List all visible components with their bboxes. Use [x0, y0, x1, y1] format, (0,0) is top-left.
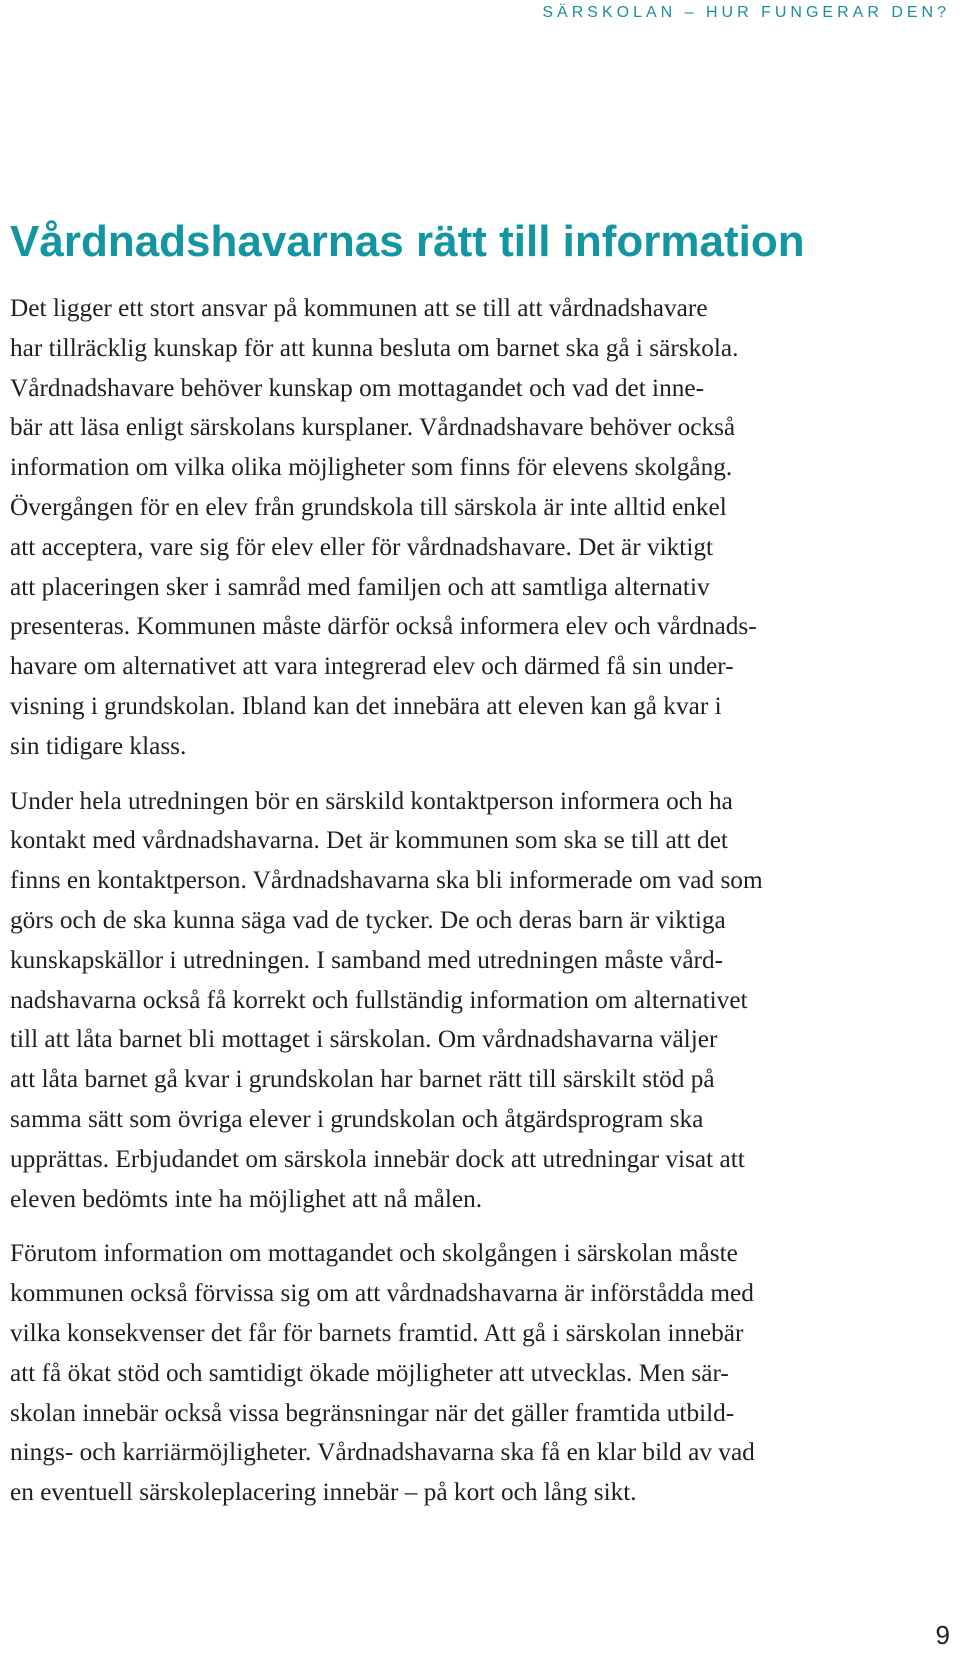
text-line: Under hela utredningen bör en särskild kontaktperson informera och ha: [10, 786, 733, 815]
text-line: visning i grundskolan. Ibland kan det innebära att eleven kan gå kvar i: [10, 691, 722, 720]
text-line: Övergången för en elev från grundskola till särskola är inte alltid enkel: [10, 492, 727, 521]
text-line: att få ökat stöd och samtidigt ökade möjligheter att utvecklas. Men sär-: [10, 1358, 729, 1387]
page-title: Vårdnadshavarnas rätt till information: [10, 217, 805, 266]
text-line: till att låta barnet bli mottaget i särskolan. Om vårdnadshavarna väljer: [10, 1025, 718, 1054]
text-line: görs och de ska kunna säga vad de tycker. De och deras barn är viktiga: [10, 905, 726, 934]
text-line: Det ligger ett stort ansvar på kommunen att se till att vårdnadshavare: [10, 294, 708, 322]
text-line: att acceptera, vare sig för elev eller för vårdnadshavare. Det är viktigt: [10, 532, 714, 561]
text-line: samma sätt som övriga elever i grundskolan och åtgärdsprogram ska: [10, 1104, 704, 1133]
text-line: att placeringen sker i samråd med familjen och att samtliga alternativ: [10, 572, 710, 601]
running-header: SÄRSKOLAN – HUR FUNGERAR DEN?: [542, 4, 950, 21]
text-line: skolan innebär också vissa begränsningar när det gäller framtida utbild-: [10, 1398, 735, 1427]
text-line: kommunen också förvissa sig om att vårdnadshavarna är införstådda med: [10, 1279, 754, 1308]
text-line: kunskapskällor i utredningen. I samband med utredningen måste vård-: [10, 945, 724, 974]
text-line: att låta barnet gå kvar i grundskolan har barnet rätt till särskilt stöd på: [10, 1065, 715, 1094]
text-line: presenteras. Kommunen måste därför också informera elev och vårdnads-: [10, 612, 757, 641]
body-paragraph: [10, 289, 950, 767]
text-line: bär att läsa enligt särskolans kursplaner. Vårdnadshavare behöver också: [10, 413, 736, 442]
text-line: kontakt med vårdnadshavarna. Det är kommunen som ska se till att det: [10, 826, 728, 855]
body-paragraph: [10, 1234, 950, 1513]
text-line: nadshavarna också få korrekt och fullständig information om alternativet: [10, 985, 748, 1014]
text-line: information om vilka olika möjligheter som finns för elevens skolgång.: [10, 453, 733, 482]
page-number: 9: [935, 1620, 950, 1650]
article-body: [10, 289, 950, 1528]
text-line: nings- och karriärmöjligheter. Vårdnadshavarna ska få en klar bild av vad: [10, 1438, 755, 1467]
text-line: Vårdnadshavare behöver kunskap om mottagandet och vad det inne-: [10, 373, 705, 402]
body-paragraph: [10, 782, 950, 1220]
text-line: vilka konsekvenser det får för barnets framtid. Att gå i särskolan innebär: [10, 1318, 744, 1347]
text-line: havare om alternativet att vara integrerad elev och därmed få sin under-: [10, 652, 734, 681]
text-line: eleven bedömts inte ha möjlighet att nå målen.: [10, 1184, 483, 1213]
text-line: upprättas. Erbjudandet om särskola innebär dock att utredningar visat att: [10, 1144, 745, 1173]
text-line: har tillräcklig kunskap för att kunna besluta om barnet ska gå i särskola.: [10, 333, 739, 362]
text-line: sin tidigare klass.: [10, 731, 187, 760]
text-line: Förutom information om mottagandet och skolgången i särskolan måste: [10, 1239, 738, 1268]
text-line: en eventuell särskoleplacering innebär – på kort och lång sikt.: [10, 1478, 637, 1507]
text-line: finns en kontaktperson. Vårdnadshavarna ska bli informerade om vad som: [10, 866, 763, 895]
